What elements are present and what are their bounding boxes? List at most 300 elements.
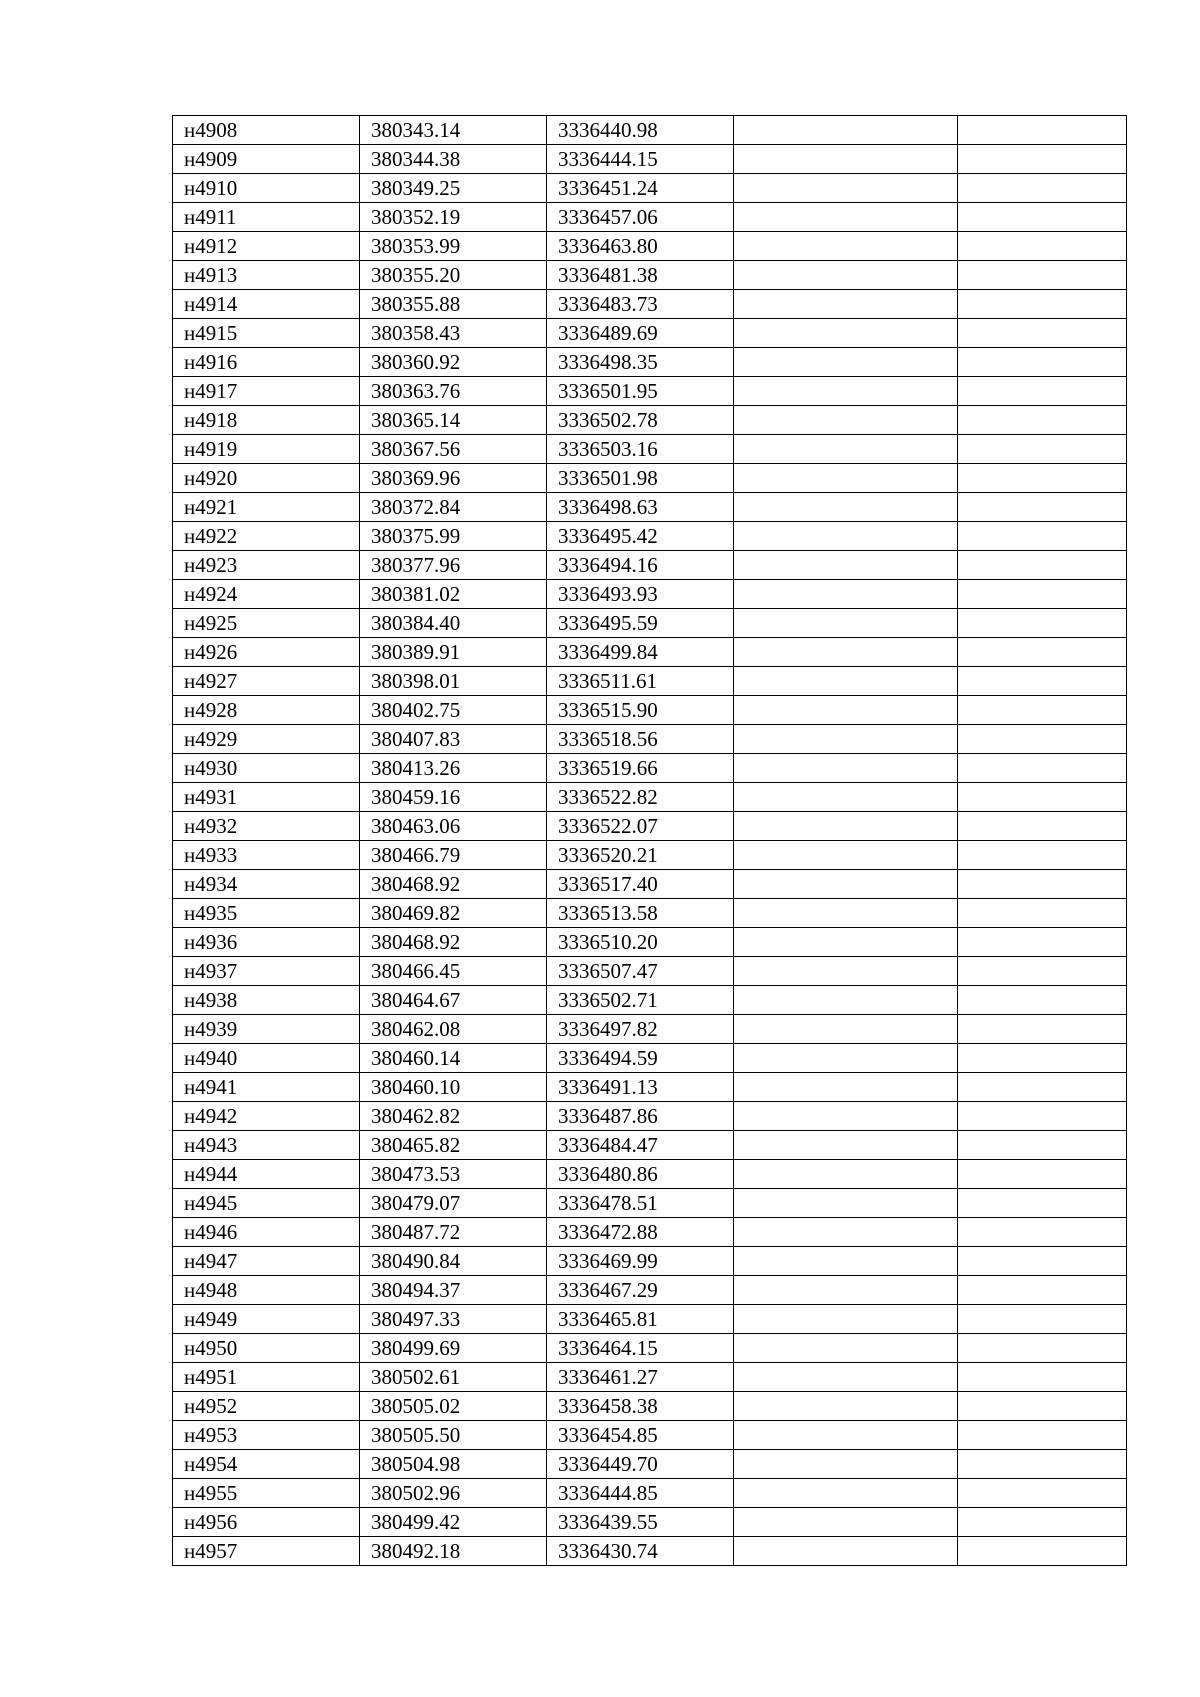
point-id-cell: н4951: [173, 1363, 360, 1392]
table-row: [173, 319, 1127, 348]
blank-cell: [958, 1421, 1127, 1450]
point-id-cell: н4936: [173, 928, 360, 957]
y-coordinate-cell: 3336517.40: [547, 870, 734, 899]
y-coordinate-cell: 3336491.13: [547, 1073, 734, 1102]
blank-cell: [958, 928, 1127, 957]
blank-cell: [958, 957, 1127, 986]
point-id-cell: н4942: [173, 1102, 360, 1131]
blank-cell: [734, 957, 958, 986]
y-coordinate-cell: 3336498.35: [547, 348, 734, 377]
x-coordinate-cell: 380505.02: [360, 1392, 547, 1421]
point-id-cell: н4957: [173, 1537, 360, 1566]
table-row: [173, 754, 1127, 783]
blank-cell: [734, 1276, 958, 1305]
blank-cell: [958, 1305, 1127, 1334]
table-row: [173, 145, 1127, 174]
blank-cell: [734, 1073, 958, 1102]
table-row: [173, 174, 1127, 203]
blank-cell: [734, 667, 958, 696]
point-id-cell: н4913: [173, 261, 360, 290]
point-id-cell: н4955: [173, 1479, 360, 1508]
table-row: [173, 667, 1127, 696]
table-row: [173, 1015, 1127, 1044]
blank-cell: [734, 812, 958, 841]
blank-cell: [734, 348, 958, 377]
y-coordinate-cell: 3336440.98: [547, 116, 734, 145]
blank-cell: [958, 522, 1127, 551]
blank-cell: [958, 435, 1127, 464]
y-coordinate-cell: 3336499.84: [547, 638, 734, 667]
x-coordinate-cell: 380360.92: [360, 348, 547, 377]
table-row: [173, 464, 1127, 493]
table-row: [173, 493, 1127, 522]
blank-cell: [734, 145, 958, 174]
blank-cell: [958, 1160, 1127, 1189]
x-coordinate-cell: 380389.91: [360, 638, 547, 667]
x-coordinate-cell: 380355.88: [360, 290, 547, 319]
y-coordinate-cell: 3336501.98: [547, 464, 734, 493]
blank-cell: [958, 986, 1127, 1015]
y-coordinate-cell: 3336495.59: [547, 609, 734, 638]
x-coordinate-cell: 380384.40: [360, 609, 547, 638]
blank-cell: [958, 1508, 1127, 1537]
x-coordinate-cell: 380490.84: [360, 1247, 547, 1276]
y-coordinate-cell: 3336444.15: [547, 145, 734, 174]
point-id-cell: н4933: [173, 841, 360, 870]
blank-cell: [958, 783, 1127, 812]
table-row: [173, 957, 1127, 986]
blank-cell: [958, 174, 1127, 203]
point-id-cell: н4916: [173, 348, 360, 377]
point-id-cell: н4956: [173, 1508, 360, 1537]
y-coordinate-cell: 3336481.38: [547, 261, 734, 290]
blank-cell: [958, 899, 1127, 928]
point-id-cell: н4940: [173, 1044, 360, 1073]
blank-cell: [734, 1102, 958, 1131]
blank-cell: [958, 145, 1127, 174]
blank-cell: [958, 1392, 1127, 1421]
blank-cell: [734, 928, 958, 957]
x-coordinate-cell: 380349.25: [360, 174, 547, 203]
point-id-cell: н4926: [173, 638, 360, 667]
point-id-cell: н4910: [173, 174, 360, 203]
table-row: [173, 1363, 1127, 1392]
point-id-cell: н4919: [173, 435, 360, 464]
blank-cell: [734, 435, 958, 464]
y-coordinate-cell: 3336458.38: [547, 1392, 734, 1421]
table-row: [173, 638, 1127, 667]
y-coordinate-cell: 3336495.42: [547, 522, 734, 551]
y-coordinate-cell: 3336483.73: [547, 290, 734, 319]
point-id-cell: н4921: [173, 493, 360, 522]
y-coordinate-cell: 3336507.47: [547, 957, 734, 986]
table-row: [173, 1247, 1127, 1276]
blank-cell: [734, 290, 958, 319]
point-id-cell: н4908: [173, 116, 360, 145]
point-id-cell: н4915: [173, 319, 360, 348]
y-coordinate-cell: 3336501.95: [547, 377, 734, 406]
y-coordinate-cell: 3336497.82: [547, 1015, 734, 1044]
y-coordinate-cell: 3336467.29: [547, 1276, 734, 1305]
x-coordinate-cell: 380413.26: [360, 754, 547, 783]
blank-cell: [734, 1305, 958, 1334]
y-coordinate-cell: 3336487.86: [547, 1102, 734, 1131]
point-id-cell: н4947: [173, 1247, 360, 1276]
y-coordinate-cell: 3336461.27: [547, 1363, 734, 1392]
y-coordinate-cell: 3336454.85: [547, 1421, 734, 1450]
blank-cell: [958, 319, 1127, 348]
x-coordinate-cell: 380402.75: [360, 696, 547, 725]
x-coordinate-cell: 380479.07: [360, 1189, 547, 1218]
x-coordinate-cell: 380460.14: [360, 1044, 547, 1073]
x-coordinate-cell: 380466.45: [360, 957, 547, 986]
blank-cell: [734, 493, 958, 522]
table-row: [173, 1392, 1127, 1421]
point-id-cell: н4911: [173, 203, 360, 232]
table-row: [173, 290, 1127, 319]
x-coordinate-cell: 380407.83: [360, 725, 547, 754]
x-coordinate-cell: 380468.92: [360, 870, 547, 899]
x-coordinate-cell: 380377.96: [360, 551, 547, 580]
y-coordinate-cell: 3336498.63: [547, 493, 734, 522]
x-coordinate-cell: 380369.96: [360, 464, 547, 493]
x-coordinate-cell: 380497.33: [360, 1305, 547, 1334]
y-coordinate-cell: 3336449.70: [547, 1450, 734, 1479]
y-coordinate-cell: 3336463.80: [547, 232, 734, 261]
blank-cell: [958, 812, 1127, 841]
blank-cell: [734, 1189, 958, 1218]
blank-cell: [734, 870, 958, 899]
y-coordinate-cell: 3336493.93: [547, 580, 734, 609]
point-id-cell: н4946: [173, 1218, 360, 1247]
point-id-cell: н4948: [173, 1276, 360, 1305]
blank-cell: [734, 1537, 958, 1566]
table-row: [173, 1160, 1127, 1189]
table-row: [173, 1276, 1127, 1305]
y-coordinate-cell: 3336439.55: [547, 1508, 734, 1537]
table-row: [173, 1508, 1127, 1537]
x-coordinate-cell: 380502.96: [360, 1479, 547, 1508]
blank-cell: [734, 841, 958, 870]
blank-cell: [958, 1015, 1127, 1044]
y-coordinate-cell: 3336494.59: [547, 1044, 734, 1073]
blank-cell: [958, 1131, 1127, 1160]
blank-cell: [958, 203, 1127, 232]
table-row: [173, 1073, 1127, 1102]
y-coordinate-cell: 3336489.69: [547, 319, 734, 348]
point-id-cell: н4912: [173, 232, 360, 261]
blank-cell: [734, 551, 958, 580]
blank-cell: [958, 1479, 1127, 1508]
table-row: [173, 232, 1127, 261]
blank-cell: [958, 696, 1127, 725]
blank-cell: [734, 1363, 958, 1392]
x-coordinate-cell: 380365.14: [360, 406, 547, 435]
coordinates-table: [172, 115, 1127, 1566]
blank-cell: [734, 377, 958, 406]
blank-cell: [958, 1189, 1127, 1218]
blank-cell: [958, 870, 1127, 899]
x-coordinate-cell: 380499.69: [360, 1334, 547, 1363]
x-coordinate-cell: 380459.16: [360, 783, 547, 812]
point-id-cell: н4938: [173, 986, 360, 1015]
point-id-cell: н4928: [173, 696, 360, 725]
x-coordinate-cell: 380363.76: [360, 377, 547, 406]
x-coordinate-cell: 380505.50: [360, 1421, 547, 1450]
table-row: [173, 1421, 1127, 1450]
table-body: [173, 116, 1127, 1566]
blank-cell: [958, 580, 1127, 609]
x-coordinate-cell: 380462.08: [360, 1015, 547, 1044]
point-id-cell: н4920: [173, 464, 360, 493]
blank-cell: [734, 580, 958, 609]
y-coordinate-cell: 3336451.24: [547, 174, 734, 203]
x-coordinate-cell: 380463.06: [360, 812, 547, 841]
blank-cell: [958, 1363, 1127, 1392]
blank-cell: [734, 1044, 958, 1073]
table-row: [173, 1305, 1127, 1334]
blank-cell: [958, 493, 1127, 522]
point-id-cell: н4924: [173, 580, 360, 609]
blank-cell: [734, 783, 958, 812]
table-row: [173, 986, 1127, 1015]
x-coordinate-cell: 380473.53: [360, 1160, 547, 1189]
y-coordinate-cell: 3336484.47: [547, 1131, 734, 1160]
point-id-cell: н4930: [173, 754, 360, 783]
y-coordinate-cell: 3336478.51: [547, 1189, 734, 1218]
x-coordinate-cell: 380353.99: [360, 232, 547, 261]
table-row: [173, 406, 1127, 435]
table-row: [173, 522, 1127, 551]
point-id-cell: н4923: [173, 551, 360, 580]
x-coordinate-cell: 380465.82: [360, 1131, 547, 1160]
blank-cell: [958, 667, 1127, 696]
blank-cell: [734, 638, 958, 667]
y-coordinate-cell: 3336472.88: [547, 1218, 734, 1247]
blank-cell: [734, 754, 958, 783]
blank-cell: [734, 406, 958, 435]
y-coordinate-cell: 3336480.86: [547, 1160, 734, 1189]
point-id-cell: н4925: [173, 609, 360, 638]
x-coordinate-cell: 380460.10: [360, 1073, 547, 1102]
blank-cell: [734, 522, 958, 551]
table-row: [173, 116, 1127, 145]
blank-cell: [734, 261, 958, 290]
blank-cell: [734, 986, 958, 1015]
point-id-cell: н4917: [173, 377, 360, 406]
point-id-cell: н4934: [173, 870, 360, 899]
y-coordinate-cell: 3336430.74: [547, 1537, 734, 1566]
blank-cell: [958, 1218, 1127, 1247]
x-coordinate-cell: 380398.01: [360, 667, 547, 696]
blank-cell: [958, 261, 1127, 290]
blank-cell: [958, 638, 1127, 667]
point-id-cell: н4945: [173, 1189, 360, 1218]
point-id-cell: н4943: [173, 1131, 360, 1160]
blank-cell: [958, 290, 1127, 319]
point-id-cell: н4954: [173, 1450, 360, 1479]
x-coordinate-cell: 380375.99: [360, 522, 547, 551]
table-row: [173, 1102, 1127, 1131]
blank-cell: [958, 348, 1127, 377]
y-coordinate-cell: 3336502.78: [547, 406, 734, 435]
point-id-cell: н4953: [173, 1421, 360, 1450]
table-row: [173, 725, 1127, 754]
table-row: [173, 377, 1127, 406]
table-row: [173, 899, 1127, 928]
x-coordinate-cell: 380381.02: [360, 580, 547, 609]
table-row: [173, 1044, 1127, 1073]
y-coordinate-cell: 3336444.85: [547, 1479, 734, 1508]
table-row: [173, 1537, 1127, 1566]
x-coordinate-cell: 380494.37: [360, 1276, 547, 1305]
blank-cell: [958, 232, 1127, 261]
blank-cell: [958, 551, 1127, 580]
point-id-cell: н4927: [173, 667, 360, 696]
table-row: [173, 1450, 1127, 1479]
blank-cell: [958, 725, 1127, 754]
blank-cell: [958, 377, 1127, 406]
x-coordinate-cell: 380343.14: [360, 116, 547, 145]
blank-cell: [734, 174, 958, 203]
blank-cell: [958, 116, 1127, 145]
x-coordinate-cell: 380372.84: [360, 493, 547, 522]
point-id-cell: н4941: [173, 1073, 360, 1102]
table-row: [173, 1218, 1127, 1247]
blank-cell: [958, 1537, 1127, 1566]
y-coordinate-cell: 3336502.71: [547, 986, 734, 1015]
point-id-cell: н4937: [173, 957, 360, 986]
y-coordinate-cell: 3336518.56: [547, 725, 734, 754]
x-coordinate-cell: 380352.19: [360, 203, 547, 232]
point-id-cell: н4949: [173, 1305, 360, 1334]
blank-cell: [734, 1218, 958, 1247]
blank-cell: [734, 1479, 958, 1508]
blank-cell: [734, 1247, 958, 1276]
blank-cell: [958, 754, 1127, 783]
table-row: [173, 551, 1127, 580]
blank-cell: [734, 464, 958, 493]
blank-cell: [958, 1450, 1127, 1479]
blank-cell: [958, 1334, 1127, 1363]
blank-cell: [734, 1334, 958, 1363]
point-id-cell: н4939: [173, 1015, 360, 1044]
table-row: [173, 348, 1127, 377]
y-coordinate-cell: 3336515.90: [547, 696, 734, 725]
blank-cell: [734, 696, 958, 725]
table-row: [173, 696, 1127, 725]
blank-cell: [958, 1044, 1127, 1073]
x-coordinate-cell: 380504.98: [360, 1450, 547, 1479]
blank-cell: [734, 1015, 958, 1044]
blank-cell: [734, 1421, 958, 1450]
point-id-cell: н4950: [173, 1334, 360, 1363]
y-coordinate-cell: 3336511.61: [547, 667, 734, 696]
x-coordinate-cell: 380466.79: [360, 841, 547, 870]
x-coordinate-cell: 380499.42: [360, 1508, 547, 1537]
x-coordinate-cell: 380487.72: [360, 1218, 547, 1247]
blank-cell: [958, 609, 1127, 638]
y-coordinate-cell: 3336494.16: [547, 551, 734, 580]
point-id-cell: н4909: [173, 145, 360, 174]
y-coordinate-cell: 3336503.16: [547, 435, 734, 464]
blank-cell: [734, 232, 958, 261]
table-row: [173, 435, 1127, 464]
blank-cell: [958, 1276, 1127, 1305]
y-coordinate-cell: 3336522.07: [547, 812, 734, 841]
blank-cell: [734, 1392, 958, 1421]
x-coordinate-cell: 380355.20: [360, 261, 547, 290]
blank-cell: [734, 609, 958, 638]
blank-cell: [958, 1073, 1127, 1102]
table-row: [173, 783, 1127, 812]
blank-cell: [734, 899, 958, 928]
point-id-cell: н4935: [173, 899, 360, 928]
table-row: [173, 1479, 1127, 1508]
table-row: [173, 1334, 1127, 1363]
table-row: [173, 812, 1127, 841]
blank-cell: [734, 1508, 958, 1537]
y-coordinate-cell: 3336510.20: [547, 928, 734, 957]
table-row: [173, 580, 1127, 609]
blank-cell: [958, 1102, 1127, 1131]
x-coordinate-cell: 380358.43: [360, 319, 547, 348]
point-id-cell: н4932: [173, 812, 360, 841]
table-row: [173, 1131, 1127, 1160]
table-row: [173, 261, 1127, 290]
point-id-cell: н4922: [173, 522, 360, 551]
point-id-cell: н4918: [173, 406, 360, 435]
blank-cell: [958, 406, 1127, 435]
x-coordinate-cell: 380468.92: [360, 928, 547, 957]
point-id-cell: н4944: [173, 1160, 360, 1189]
blank-cell: [734, 1450, 958, 1479]
x-coordinate-cell: 380367.56: [360, 435, 547, 464]
blank-cell: [734, 203, 958, 232]
y-coordinate-cell: 3336457.06: [547, 203, 734, 232]
table-row: [173, 841, 1127, 870]
y-coordinate-cell: 3336522.82: [547, 783, 734, 812]
blank-cell: [734, 1160, 958, 1189]
y-coordinate-cell: 3336519.66: [547, 754, 734, 783]
point-id-cell: н4914: [173, 290, 360, 319]
table-row: [173, 1189, 1127, 1218]
y-coordinate-cell: 3336464.15: [547, 1334, 734, 1363]
y-coordinate-cell: 3336469.99: [547, 1247, 734, 1276]
y-coordinate-cell: 3336520.21: [547, 841, 734, 870]
point-id-cell: н4929: [173, 725, 360, 754]
y-coordinate-cell: 3336513.58: [547, 899, 734, 928]
x-coordinate-cell: 380464.67: [360, 986, 547, 1015]
x-coordinate-cell: 380492.18: [360, 1537, 547, 1566]
table-row: [173, 870, 1127, 899]
y-coordinate-cell: 3336465.81: [547, 1305, 734, 1334]
blank-cell: [958, 841, 1127, 870]
table-row: [173, 928, 1127, 957]
blank-cell: [734, 319, 958, 348]
table-row: [173, 609, 1127, 638]
x-coordinate-cell: 380462.82: [360, 1102, 547, 1131]
blank-cell: [734, 116, 958, 145]
x-coordinate-cell: 380469.82: [360, 899, 547, 928]
blank-cell: [958, 1247, 1127, 1276]
point-id-cell: н4952: [173, 1392, 360, 1421]
x-coordinate-cell: 380344.38: [360, 145, 547, 174]
point-id-cell: н4931: [173, 783, 360, 812]
x-coordinate-cell: 380502.61: [360, 1363, 547, 1392]
blank-cell: [734, 725, 958, 754]
blank-cell: [958, 464, 1127, 493]
